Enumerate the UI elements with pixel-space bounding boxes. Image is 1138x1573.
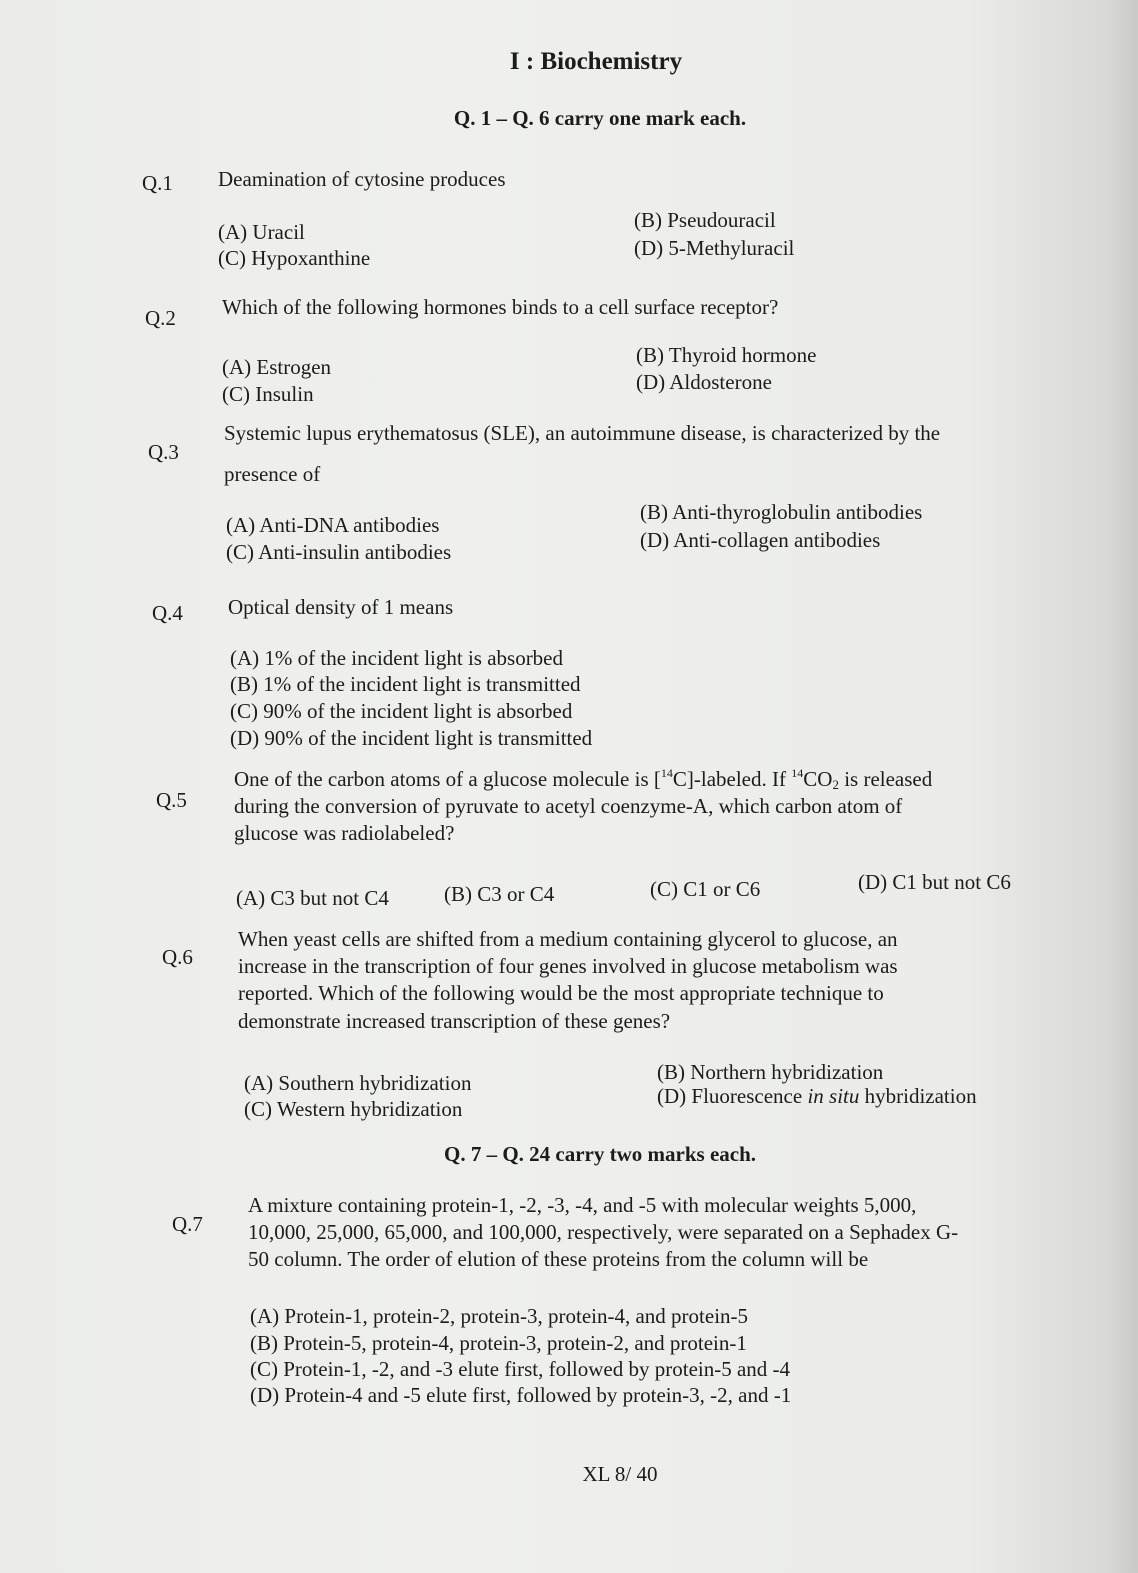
question-stem-line-2: 10,000, 25,000, 65,000, and 100,000, respectively, were separated on a Sephadex G- bbox=[248, 1220, 959, 1244]
question-number: Q.5 bbox=[156, 788, 187, 812]
option-a: (A) C3 but not C4 bbox=[236, 886, 389, 910]
question-stem-line-3: glucose was radiolabeled? bbox=[234, 821, 455, 845]
option-a: (A) Anti-DNA antibodies bbox=[226, 513, 440, 537]
option-a: (A) Estrogen bbox=[222, 355, 332, 379]
section-heading-one-mark: Q. 1 – Q. 6 carry one mark each. bbox=[453, 106, 747, 130]
option-d: (D) C1 but not C6 bbox=[858, 870, 1011, 894]
option-b: (B) Anti-thyroglobulin antibodies bbox=[640, 500, 923, 524]
option-a: (A) Southern hybridization bbox=[244, 1071, 472, 1095]
question-stem-line-1: One of the carbon atoms of a glucose molecule is [$^{14}$C]-labeled. If $^{14}CO_2$ is released bbox=[234, 766, 933, 792]
question-stem-line-1: When yeast cells are shifted from a medium containing glycerol to glucose, an bbox=[238, 927, 898, 951]
option-b: (B) Northern hybridization bbox=[657, 1060, 884, 1084]
option-c: (C) C1 or C6 bbox=[650, 877, 761, 901]
page-footer: XL 8/ 40 bbox=[582, 1462, 658, 1486]
question-stem-line-2: increase in the transcription of four genes involved in glucose metabolism was bbox=[238, 954, 898, 978]
question-number: Q.1 bbox=[142, 171, 173, 195]
question-number: Q.2 bbox=[145, 306, 176, 330]
question-stem: Which of the following hormones binds to a cell surface receptor? bbox=[222, 295, 779, 319]
question-number: Q.7 bbox=[172, 1212, 203, 1236]
option-a: (A) Uracil bbox=[218, 220, 305, 244]
option-c: (C) Hypoxanthine bbox=[218, 246, 371, 270]
question-number: Q.6 bbox=[162, 945, 193, 969]
option-a: (A) Protein-1, protein-2, protein-3, protein-4, and protein-5 bbox=[250, 1304, 749, 1328]
question-stem-line-1: Systemic lupus erythematosus (SLE), an autoimmune disease, is characterized by the bbox=[224, 421, 941, 445]
section-heading-two-marks: Q. 7 – Q. 24 carry two marks each. bbox=[443, 1142, 757, 1166]
option-d: (D) Aldosterone bbox=[636, 370, 772, 394]
option-b: (B) Pseudouracil bbox=[634, 208, 776, 232]
option-b: (B) Protein-5, protein-4, protein-3, protein-2, and protein-1 bbox=[250, 1331, 747, 1355]
option-c: (C) Anti-insulin antibodies bbox=[226, 540, 452, 564]
option-c: (C) Insulin bbox=[222, 382, 314, 406]
question-number: Q.3 bbox=[148, 440, 179, 464]
question-stem-line-3: reported. Which of the following would be the most appropriate technique to bbox=[238, 981, 884, 1005]
option-b: (B) Thyroid hormone bbox=[636, 343, 817, 367]
option-c: (C) Protein-1, -2, and -3 elute first, followed by protein-5 and -4 bbox=[250, 1357, 791, 1381]
option-d: (D) 5-Methyluracil bbox=[634, 236, 795, 260]
option-d: (D) Protein-4 and -5 elute first, followed by protein-3, -2, and -1 bbox=[250, 1383, 792, 1407]
option-d: (D) Anti-collagen antibodies bbox=[640, 528, 881, 552]
question-stem: Deamination of cytosine produces bbox=[218, 167, 506, 191]
option-b: (B) C3 or C4 bbox=[444, 882, 555, 906]
question-stem-line-3: 50 column. The order of elution of these proteins from the column will be bbox=[248, 1247, 869, 1271]
option-b: (B) 1% of the incident light is transmitted bbox=[230, 672, 581, 696]
option-c: (C) Western hybridization bbox=[244, 1097, 463, 1121]
option-d: (D) 90% of the incident light is transmitted bbox=[230, 726, 593, 750]
question-stem-line-2: presence of bbox=[224, 462, 321, 486]
question-number: Q.4 bbox=[152, 601, 183, 625]
question-stem-line-1: A mixture containing protein-1, -2, -3, -4, and -5 with molecular weights 5,000, bbox=[248, 1193, 917, 1217]
question-stem-line-4: demonstrate increased transcription of these genes? bbox=[238, 1009, 671, 1033]
option-d: (D) Fluorescence in situ hybridization bbox=[657, 1084, 977, 1108]
option-a: (A) 1% of the incident light is absorbed bbox=[230, 646, 564, 670]
option-c: (C) 90% of the incident light is absorbed bbox=[230, 699, 573, 723]
question-stem-line-2: during the conversion of pyruvate to acetyl coenzyme-A, which carbon atom of bbox=[234, 794, 903, 818]
question-stem: Optical density of 1 means bbox=[228, 595, 454, 619]
page-title: I : Biochemistry bbox=[509, 48, 683, 75]
